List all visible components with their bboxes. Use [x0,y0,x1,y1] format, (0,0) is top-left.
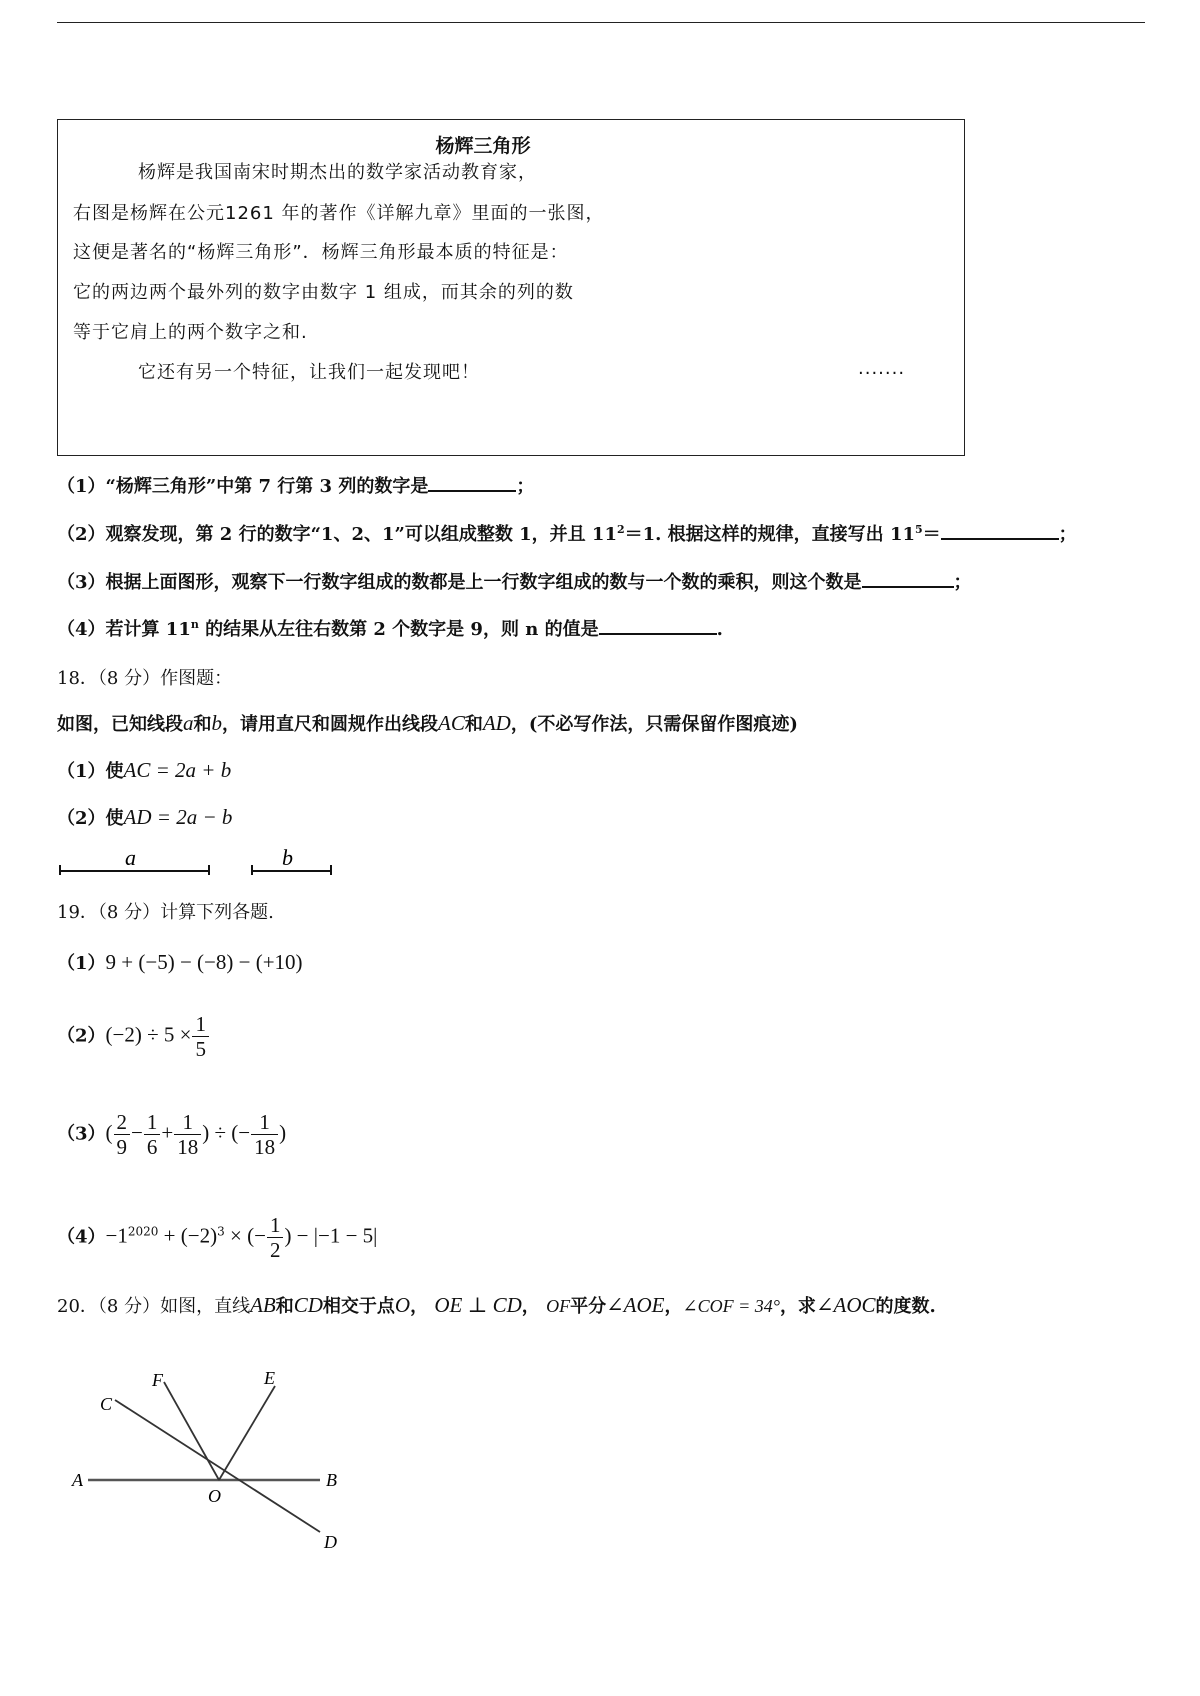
q17-part-4: （4）若计算 11$^n$ 的结果从左往右数第 2 个数字是 9，则 n 的值是 . [57,615,723,641]
q18-part-1: （1）使AC = 2a + b [57,758,232,782]
fraction: $\frac{2}{9}$ [114,1110,131,1159]
answer-blank-2[interactable] [941,520,1059,540]
box-line-3: 这便是著名的“杨辉三角形”．杨辉三角形最本质的特征是： [73,242,569,263]
intersecting-lines-diagram [70,1360,370,1560]
segment-b-label: b [282,848,293,870]
q19-part-4: $(4)-1^{2020} + (-2)^3$ × (− $\frac{1}{2}$ ) − |−1 − 5| [57,1213,378,1262]
fraction: $\frac{1}{18}$ [174,1110,201,1159]
point-label-A: A [72,1470,83,1490]
box-line-6: 它还有另一个特征，让我们一起发现吧！ [138,362,480,383]
box-line-5: 等于它肩上的两个数字之和. [73,322,308,343]
box-ellipsis: ....... [858,358,906,379]
fraction: $\frac{1}{6}$ [144,1110,161,1159]
point-label-O: O [208,1486,221,1506]
segment-a-label: a [125,848,136,870]
q19-part-2: （2）(−2) ÷ 5 × $\frac{1}{5}$ [57,1012,210,1061]
q17-part-3: （3）根据上面图形，观察下一行数字组成的数都是上一行数字组成的数与一个数的乘积，则这个数是 ； [57,568,972,594]
ray-OF [164,1382,219,1480]
header-rule [57,22,1145,23]
answer-blank-3[interactable] [862,568,954,588]
point-label-F: F [152,1370,163,1390]
answer-blank-4[interactable] [599,615,717,635]
q18-intro: 如图，已知线段a和b，请用直尺和圆规作出线段AC和AD，(不必写作法，只需保留作图痕迹) [57,711,798,735]
q19-part-3: （3）( $\frac{2}{9}$ − $\frac{1}{6}$ + $\frac{1}{18}$ ) ÷ (− $\frac{1}{18}$ ) [57,1110,287,1159]
segment-b [252,848,331,875]
fraction: $\frac{1}{18}$ [251,1110,278,1159]
q18-part-2: （2）使AD = 2a − b [57,805,233,829]
fraction: $\frac{1}{5}$ [192,1012,209,1061]
q19-part-1: （1）9 + (−5) − (−8) − (+10) [57,950,303,974]
segment-a [60,848,209,875]
box-title: 杨辉三角形 [435,135,531,157]
given-segments [55,848,355,878]
box-line-1: 杨辉是我国南宋时期杰出的数学家活动教育家， [138,162,537,183]
yanghui-info-box [57,119,965,456]
q17-part-2: （2）观察发现，第 2 行的数字“1、2、1”可以组成整数 1，并且 $11^2=1$. 根据这样的规律，直接写出 $11^5=$ ； [57,520,1077,546]
point-label-C: C [100,1394,113,1414]
point-label-B: B [326,1470,337,1490]
ray-OE [219,1386,275,1480]
point-label-E: E [264,1368,275,1388]
fraction: $\frac{1}{2}$ [267,1213,284,1262]
box-line-2: 右图是杨辉在公元1261 年的著作《详解九章》里面的一张图， [73,203,605,224]
box-line-4: 它的两边两个最外列的数字由数字 1 组成，而其余的列的数 [73,282,574,303]
q17-part-1: （1）“杨辉三角形”中第 7 行第 3 列的数字是 ； [57,472,534,498]
answer-blank-1[interactable] [428,472,516,492]
q19-heading: 19．（8 分）计算下列各题. [57,902,274,923]
q20-text: 20．（8 分）如图，直线AB和CD相交于点O， OE ⊥ CD， OF平分∠AOE，∠COF = 34°，求∠AOC的度数. [57,1293,936,1317]
line-CD [115,1400,320,1532]
point-label-D: D [324,1532,337,1552]
q18-heading: 18．（8 分）作图题： [57,668,233,689]
